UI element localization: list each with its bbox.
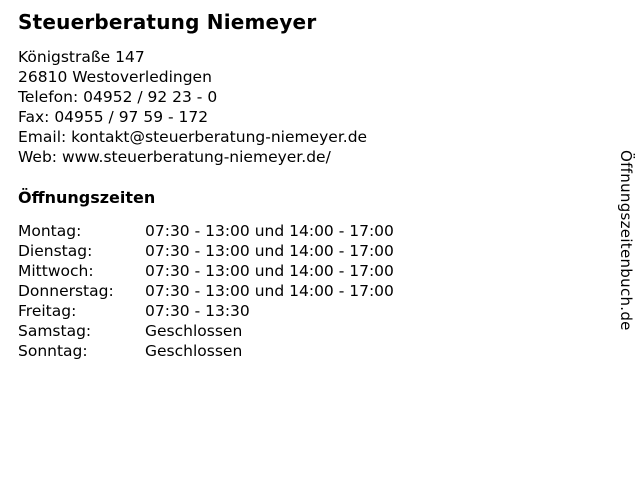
day-label: Mittwoch: bbox=[18, 262, 94, 280]
address-block bbox=[18, 47, 394, 167]
table-row bbox=[18, 301, 394, 321]
day-label: Montag: bbox=[18, 222, 82, 240]
opening-hours-heading: Öffnungszeiten bbox=[18, 188, 156, 207]
table-row bbox=[18, 221, 394, 241]
day-label: Samstag: bbox=[18, 322, 92, 340]
day-hours: 07:30 - 13:30 bbox=[145, 302, 250, 320]
address-web: Web: www.steuerberatung-niemeyer.de/ bbox=[18, 148, 331, 166]
address-email: Email: kontakt@steuerberatung-niemeyer.de bbox=[18, 128, 368, 146]
table-row bbox=[18, 241, 394, 261]
opening-hours-table bbox=[18, 221, 394, 361]
table-row bbox=[18, 261, 394, 281]
site-credit-watermark: Öffnungszeitenbuch.de bbox=[617, 149, 635, 331]
day-label: Freitag: bbox=[18, 302, 77, 320]
day-hours: 07:30 - 13:00 und 14:00 - 17:00 bbox=[145, 222, 394, 240]
day-hours: Geschlossen bbox=[145, 342, 243, 360]
address-fax: Fax: 04955 / 97 59 - 172 bbox=[18, 108, 209, 126]
day-hours: 07:30 - 13:00 und 14:00 - 17:00 bbox=[145, 282, 394, 300]
page-title: Steuerberatung Niemeyer bbox=[18, 10, 317, 34]
day-hours: 07:30 - 13:00 und 14:00 - 17:00 bbox=[145, 242, 394, 260]
day-hours: Geschlossen bbox=[145, 322, 243, 340]
table-row bbox=[18, 321, 394, 341]
address-street: Königstraße 147 bbox=[18, 48, 145, 66]
business-info-card bbox=[18, 10, 394, 361]
address-phone: Telefon: 04952 / 92 23 - 0 bbox=[18, 88, 218, 106]
day-label: Donnerstag: bbox=[18, 282, 114, 300]
table-row bbox=[18, 281, 394, 301]
day-label: Sonntag: bbox=[18, 342, 88, 360]
address-city: 26810 Westoverledingen bbox=[18, 68, 212, 86]
day-label: Dienstag: bbox=[18, 242, 93, 260]
table-row bbox=[18, 341, 394, 361]
day-hours: 07:30 - 13:00 und 14:00 - 17:00 bbox=[145, 262, 394, 280]
